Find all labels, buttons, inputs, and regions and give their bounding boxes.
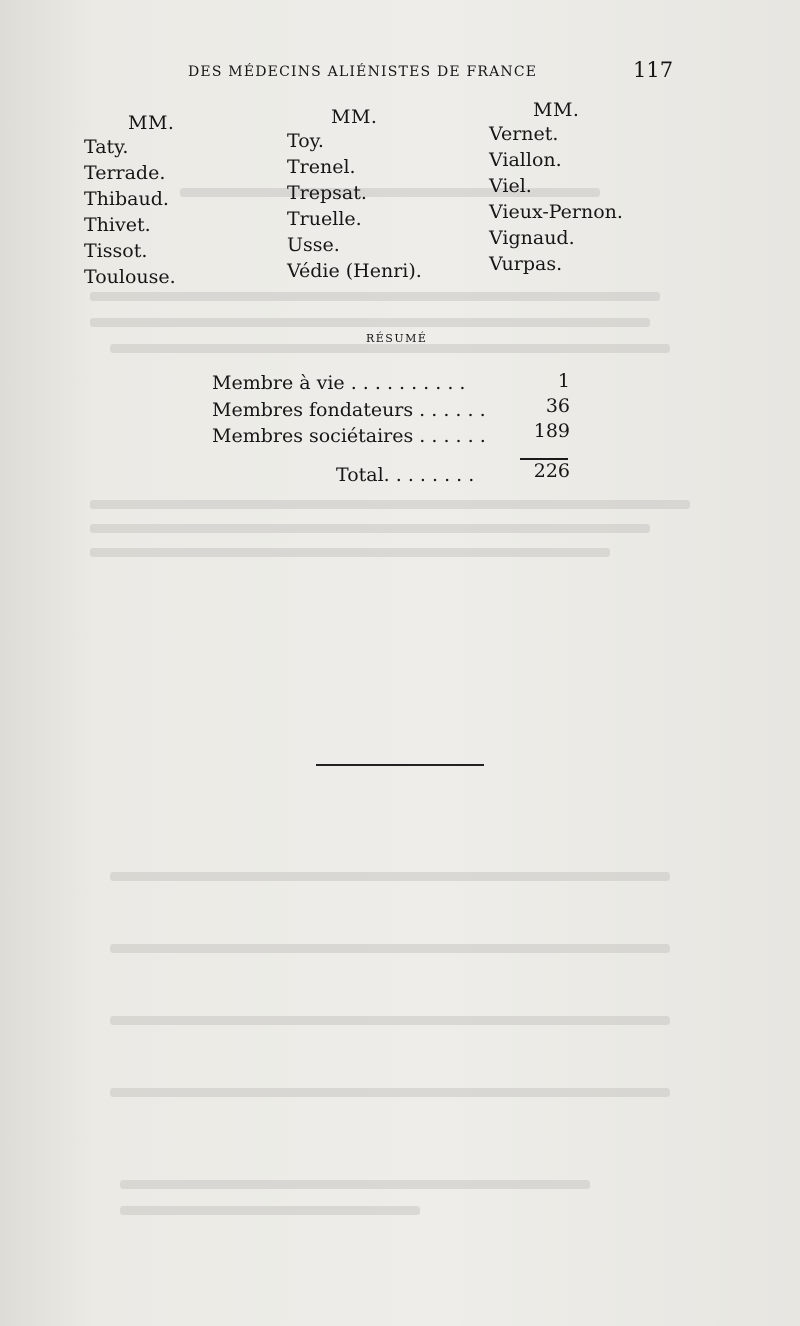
summary-value: 189 bbox=[533, 420, 570, 442]
member-name: Taty. bbox=[84, 136, 129, 158]
member-name: Terrade. bbox=[84, 162, 166, 184]
running-head: DES MÉDECINS ALIÉNISTES DE FRANCE bbox=[188, 64, 538, 80]
summary-label: Membres fondateurs . . . . . . bbox=[212, 399, 486, 421]
member-name: Vernet. bbox=[489, 123, 559, 145]
member-name: Usse. bbox=[287, 234, 340, 256]
column-heading: MM. bbox=[533, 99, 580, 121]
total-label: Total. . . . . . . . bbox=[336, 464, 475, 486]
summary-label: Membre à vie . . . . . . . . . . bbox=[212, 372, 466, 394]
member-name: Vieux-Pernon. bbox=[489, 201, 623, 223]
member-name: Toulouse. bbox=[84, 266, 176, 288]
member-name: Vignaud. bbox=[489, 227, 575, 249]
page-number: 117 bbox=[633, 58, 674, 82]
member-name: Trepsat. bbox=[287, 182, 367, 204]
member-name: Vurpas. bbox=[489, 253, 563, 275]
summary-value: 1 bbox=[557, 370, 570, 392]
closing-rule bbox=[316, 764, 484, 766]
member-name: Viel. bbox=[489, 175, 532, 197]
member-name: Thivet. bbox=[84, 214, 151, 236]
members-column-1 bbox=[84, 112, 176, 290]
member-name: Védie (Henri). bbox=[287, 260, 422, 282]
column-heading: MM. bbox=[128, 112, 175, 134]
member-name: Viallon. bbox=[489, 149, 562, 171]
column-heading: MM. bbox=[331, 106, 378, 128]
summary-label: Membres sociétaires . . . . . . bbox=[212, 425, 486, 447]
total-value: 226 bbox=[533, 460, 570, 482]
member-name: Thibaud. bbox=[84, 188, 169, 210]
member-name: Toy. bbox=[287, 130, 324, 152]
member-name: Tissot. bbox=[84, 240, 148, 262]
summary-value: 36 bbox=[545, 395, 570, 417]
member-name: Truelle. bbox=[287, 208, 362, 230]
member-name: Trenel. bbox=[287, 156, 356, 178]
resume-heading: RÉSUMÉ bbox=[366, 332, 428, 345]
members-column-2 bbox=[287, 106, 422, 284]
members-column-3 bbox=[489, 99, 623, 277]
